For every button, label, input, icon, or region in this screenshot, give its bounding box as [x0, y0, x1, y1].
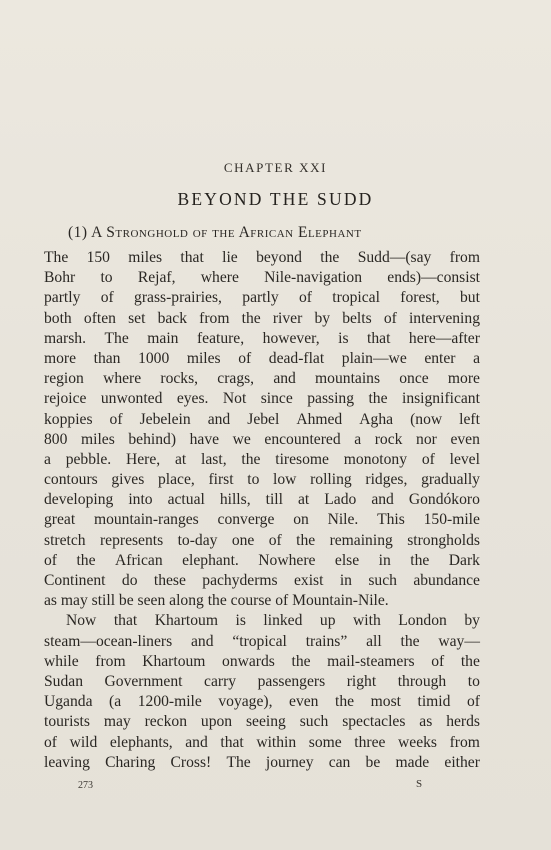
word: monotony	[343, 450, 408, 468]
word: tiresome	[275, 450, 329, 468]
word: weeks	[398, 733, 437, 751]
word: nor	[416, 430, 437, 448]
word: is	[235, 612, 246, 630]
word: rolling	[310, 471, 352, 489]
word: have	[189, 430, 220, 448]
word: to	[247, 471, 260, 489]
word: is	[338, 329, 349, 347]
word: Government	[104, 672, 183, 690]
word: eyes.	[176, 390, 209, 408]
word: even	[289, 693, 319, 711]
word: way—	[438, 632, 480, 650]
word: the	[296, 531, 316, 549]
text-line	[44, 410, 480, 430]
word: elephants,	[109, 733, 173, 751]
word: on	[293, 511, 309, 529]
word: gradually	[421, 471, 480, 489]
section-title: BEYOND THE SUDD	[177, 189, 374, 209]
word: rock	[374, 430, 403, 448]
word: behind)	[128, 430, 177, 448]
word: passengers	[257, 672, 326, 690]
word: exist	[294, 572, 324, 589]
word: else	[334, 551, 360, 569]
word: the	[241, 309, 261, 327]
word: Now	[66, 612, 97, 630]
word: back	[157, 309, 188, 327]
word: The	[104, 329, 129, 347]
word: where	[103, 370, 142, 388]
word: than	[93, 349, 121, 367]
word: Bohr	[44, 269, 76, 287]
word: that	[180, 249, 204, 266]
word: level	[449, 450, 480, 468]
word: abundance	[413, 572, 480, 589]
word: since	[260, 390, 293, 408]
word: by	[464, 612, 480, 630]
word: where	[200, 269, 239, 287]
word: of	[298, 289, 312, 307]
word: all	[366, 632, 382, 650]
word: contours	[44, 471, 98, 489]
word: by	[314, 309, 331, 327]
word: such	[368, 572, 397, 589]
word: the	[410, 551, 430, 569]
word: Not	[222, 390, 247, 408]
text-line	[44, 389, 480, 409]
word: but	[460, 289, 480, 307]
page-number: 273	[78, 780, 93, 791]
word: of	[383, 309, 397, 327]
text-line	[44, 551, 480, 571]
word: river	[272, 309, 303, 327]
word: rejoice	[44, 390, 87, 408]
word: of	[238, 349, 252, 367]
word: more	[44, 349, 77, 367]
word: till	[265, 491, 283, 509]
word: region	[44, 370, 84, 388]
word: the	[335, 693, 355, 711]
word: forest,	[400, 289, 440, 307]
word: even	[450, 430, 480, 448]
word: lie	[222, 249, 238, 266]
text-line	[44, 733, 480, 753]
word: these	[153, 572, 186, 589]
word: Jebel	[247, 410, 280, 428]
word: Jebelein	[139, 410, 191, 428]
word: ridges,	[365, 471, 408, 489]
word: actual	[167, 491, 205, 509]
word: The	[44, 249, 69, 266]
word: Nowhere	[258, 551, 316, 569]
word: (now	[410, 410, 443, 428]
text-line	[44, 268, 480, 288]
word: of	[421, 450, 435, 468]
word: intervening	[408, 309, 480, 327]
word: miles	[128, 249, 163, 266]
text-line	[44, 329, 480, 349]
signature-mark: S	[416, 778, 423, 790]
word: encountered	[264, 430, 341, 448]
word: developing	[44, 491, 114, 509]
word: from	[449, 249, 480, 266]
word: and	[207, 410, 231, 428]
word: either	[444, 753, 480, 771]
text-line	[44, 450, 480, 470]
text-line	[44, 753, 480, 773]
word: pebble.	[65, 450, 112, 468]
word: as	[419, 713, 433, 731]
text-line	[44, 430, 480, 450]
word: grass-prairies,	[134, 289, 222, 307]
word: in	[378, 551, 391, 569]
word: 800	[44, 430, 68, 448]
word: converge	[217, 511, 275, 529]
word: mountain-ranges	[93, 511, 199, 529]
word: koppies	[44, 410, 93, 428]
word: beyond	[256, 249, 302, 266]
word: Sudan	[44, 672, 83, 690]
text-line	[44, 309, 480, 329]
text-line	[44, 611, 480, 631]
word: belts	[342, 309, 372, 327]
text-line	[44, 712, 480, 732]
word: up	[319, 612, 336, 630]
word: and	[371, 491, 394, 509]
word: a	[473, 349, 480, 367]
word: within	[256, 733, 297, 751]
word: tropical	[332, 289, 380, 307]
word: the	[76, 551, 96, 569]
word: onwards	[222, 652, 275, 670]
word: partly	[44, 289, 81, 307]
word: and	[185, 733, 208, 751]
word: left	[459, 410, 480, 428]
word: more	[447, 370, 480, 388]
text-line	[44, 692, 480, 712]
word: at	[174, 450, 187, 468]
word: insignificant	[401, 390, 480, 408]
word: of	[268, 531, 282, 549]
word: herds	[446, 713, 480, 731]
word: spectacles	[342, 713, 406, 731]
word: elephant.	[182, 551, 239, 569]
word: to	[467, 672, 480, 690]
word: 150	[86, 249, 110, 266]
word: from	[199, 309, 230, 327]
word: such	[299, 713, 329, 731]
word: here—after	[408, 329, 480, 347]
word: set	[128, 309, 146, 327]
word: right	[346, 672, 377, 690]
word: the	[368, 390, 388, 408]
word: into	[128, 491, 153, 509]
word: Nile.	[327, 511, 359, 529]
word: carry	[204, 672, 237, 690]
text-line	[44, 531, 480, 551]
text-line	[44, 571, 480, 591]
word: Sudd—(say	[357, 249, 432, 266]
word: one	[231, 531, 255, 549]
word: 1000	[138, 349, 170, 367]
word: voyage),	[218, 693, 273, 711]
word: of	[100, 289, 114, 307]
word: passing	[307, 390, 355, 408]
word: with	[353, 612, 381, 630]
word: once	[399, 370, 429, 388]
word: ends)—consist	[387, 269, 480, 287]
word: “tropical	[232, 632, 287, 650]
word: of	[431, 652, 445, 670]
word: both	[44, 309, 72, 327]
word: upon	[200, 713, 233, 731]
word: in	[339, 572, 352, 589]
word: represents	[99, 531, 164, 549]
word: mail-steamers	[327, 652, 415, 670]
word: Ahmed	[296, 410, 343, 428]
word: plain—we	[341, 349, 407, 367]
word: Rejaf,	[137, 269, 176, 287]
word: hills,	[219, 491, 251, 509]
word: steam—ocean-liners	[44, 632, 173, 650]
word: can	[328, 753, 351, 771]
word: The	[226, 753, 251, 771]
word: we	[232, 430, 251, 448]
text-line: as may still be seen along the course of Mountain-Nile.	[44, 592, 389, 610]
text-line	[44, 288, 480, 308]
word: Agha	[359, 410, 394, 428]
word: 150-mile	[423, 511, 480, 529]
word: while	[44, 652, 79, 670]
word: unwonted	[100, 390, 163, 408]
word: a	[354, 430, 362, 448]
word: great	[44, 511, 76, 529]
word: the	[320, 249, 340, 266]
word: Charing	[105, 753, 156, 771]
word: feature,	[196, 329, 245, 347]
chapter-heading: CHAPTER XXI	[223, 160, 328, 175]
word: however,	[262, 329, 320, 347]
word: to-day	[177, 531, 218, 549]
word: some	[308, 733, 342, 751]
word: that	[113, 612, 138, 630]
word: miles	[80, 430, 115, 448]
word: may	[103, 713, 131, 731]
word: seeing	[245, 713, 286, 731]
text-line	[44, 369, 480, 389]
word: linked	[263, 612, 303, 630]
word: last,	[201, 450, 227, 468]
word: from	[449, 733, 480, 751]
subsection-title: (1) A Stronghold of the African Elephant	[68, 224, 362, 241]
word: dead-flat	[268, 349, 325, 367]
word: of	[44, 733, 57, 751]
word: that	[367, 329, 391, 347]
word: pachyderms	[202, 572, 278, 589]
text-line	[44, 652, 480, 672]
word: partly	[242, 289, 279, 307]
word: Continent	[44, 572, 106, 589]
word: Nile-navigation	[264, 269, 363, 287]
body-text	[44, 248, 480, 773]
word: crags,	[217, 370, 255, 388]
word: from	[95, 652, 126, 670]
word: be	[365, 753, 381, 771]
word: London	[398, 612, 447, 630]
word: miles	[186, 349, 221, 367]
word: do	[121, 572, 138, 589]
text-line	[44, 672, 480, 692]
word: through	[397, 672, 447, 690]
word: often	[83, 309, 116, 327]
word: gives	[111, 471, 145, 489]
word: stretch	[44, 531, 86, 549]
word: African	[115, 551, 163, 569]
word: the	[291, 652, 311, 670]
word: Dark	[448, 551, 480, 569]
word: the	[460, 652, 480, 670]
text-line	[44, 349, 480, 369]
word: Here,	[125, 450, 161, 468]
word: of	[109, 410, 123, 428]
text-line	[44, 632, 480, 652]
word: Lado	[324, 491, 357, 509]
word: Cross!	[170, 753, 212, 771]
word: of	[44, 551, 57, 569]
word: This	[377, 511, 405, 529]
word: trains”	[305, 632, 348, 650]
word: 1200-mile	[137, 693, 202, 711]
word: a	[44, 450, 51, 468]
word: remaining	[329, 531, 393, 549]
word: Khartoum	[142, 652, 206, 670]
word: that	[220, 733, 244, 751]
word: enter	[424, 349, 456, 367]
word: three	[354, 733, 386, 751]
word: most	[370, 693, 401, 711]
word: to	[100, 269, 113, 287]
word: rocks,	[160, 370, 199, 388]
word: wild	[69, 733, 98, 751]
word: Khartoum	[154, 612, 218, 630]
word: place,	[157, 471, 195, 489]
word: at	[297, 491, 310, 509]
word: main	[147, 329, 179, 347]
text-line	[44, 490, 480, 510]
word: first	[208, 471, 234, 489]
word: made	[395, 753, 430, 771]
word: Uganda	[44, 693, 93, 711]
word: strongholds	[407, 531, 480, 549]
word: journey	[265, 753, 314, 771]
word: marsh.	[44, 329, 87, 347]
text-line	[44, 470, 480, 490]
word: mountains	[315, 370, 381, 388]
word: the	[241, 450, 261, 468]
word: the	[400, 632, 420, 650]
word: timid	[417, 693, 451, 711]
word: leaving	[44, 753, 90, 771]
word: of	[467, 693, 480, 711]
word: (a	[109, 693, 122, 711]
word: tourists	[44, 713, 90, 731]
word: and	[190, 632, 214, 650]
text-line	[44, 510, 480, 530]
word: reckon	[144, 713, 187, 731]
word: and	[273, 370, 296, 388]
text-line	[44, 248, 480, 268]
word: Gondókoro	[408, 491, 480, 509]
word: low	[273, 471, 297, 489]
